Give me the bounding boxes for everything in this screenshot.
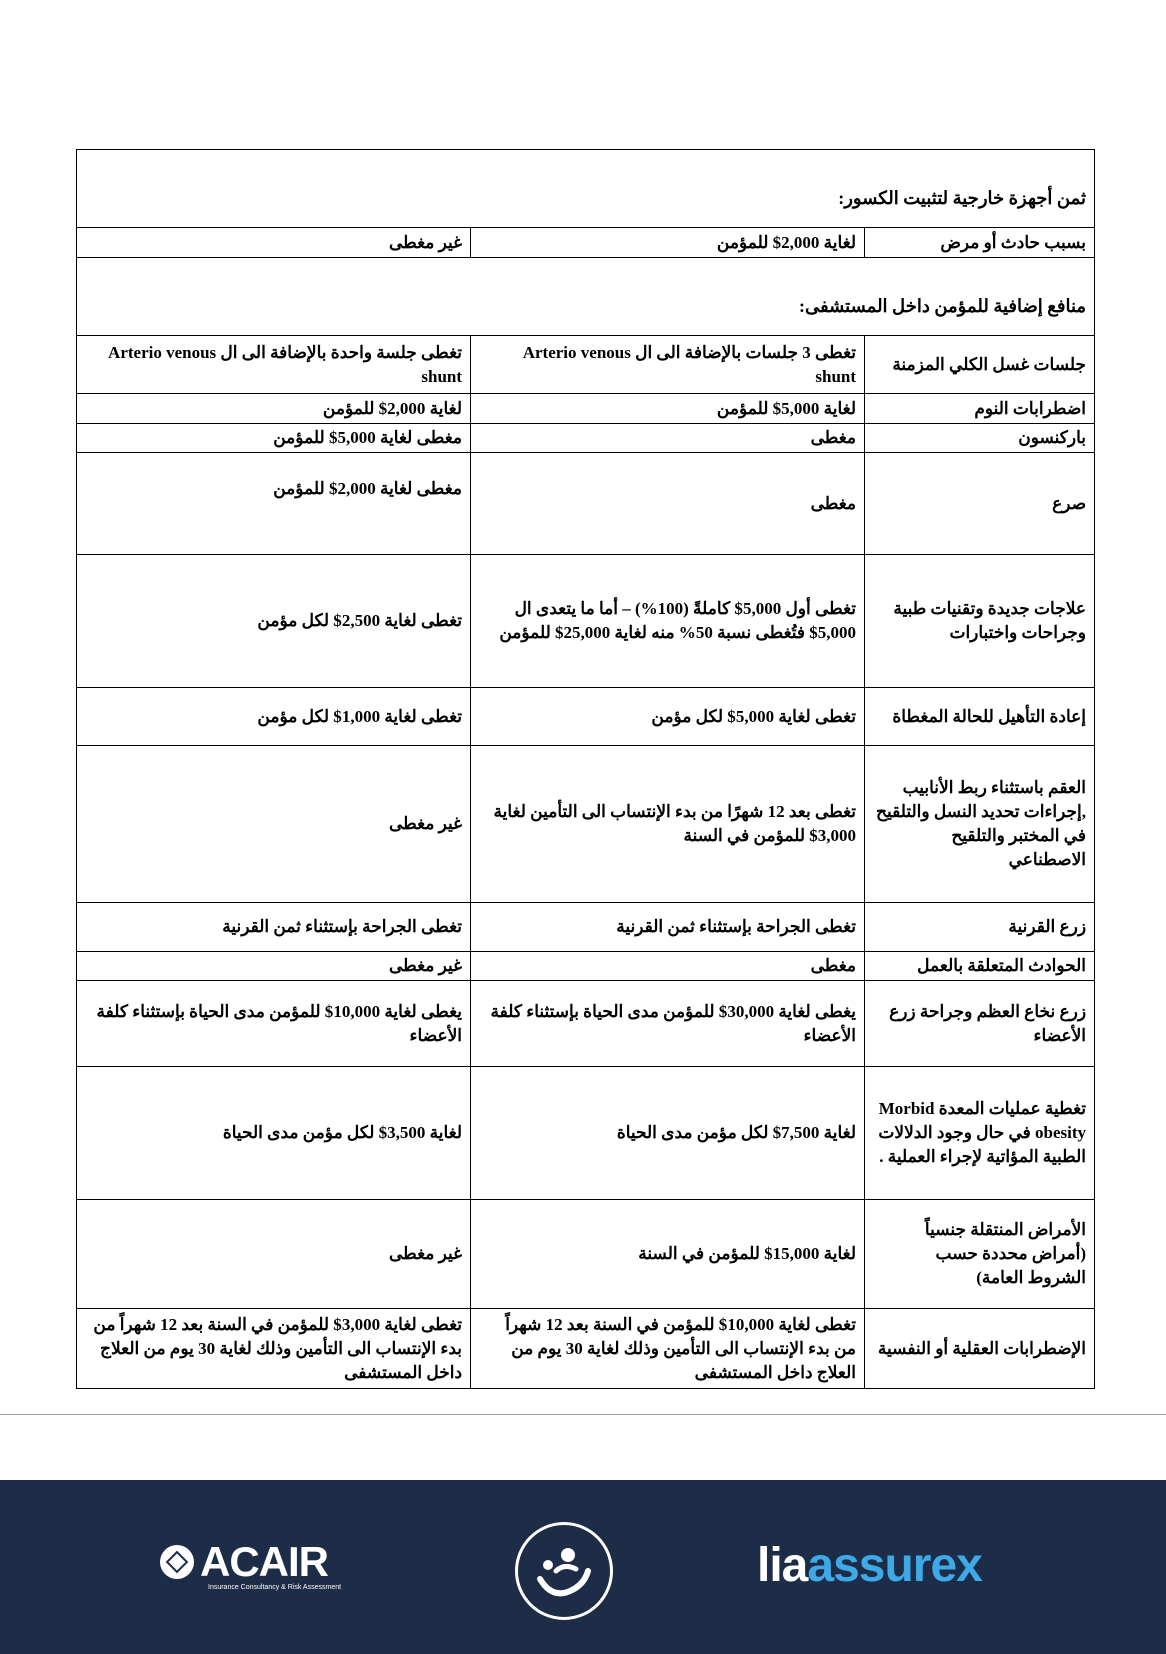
acair-tagline: Insurance Consultancy & Risk Assessment — [208, 1584, 342, 1591]
row-label: إعادة التأهيل للحالة المغطاة — [865, 688, 1095, 746]
table-row — [77, 228, 1095, 258]
plan-a-cell: مغطى — [471, 952, 865, 981]
plan-b-cell: تغطى الجراحة بإستثناء ثمن القرنية — [77, 903, 471, 952]
plan-a-cell: تغطى بعد 12 شهرًا من بدء الإنتساب الى التأمين لغاية 3,000$ للمؤمن في السنة — [471, 746, 865, 903]
plan-b-cell: لغاية 2,000$ للمؤمن — [77, 394, 471, 424]
liassurex-logo — [757, 1538, 982, 1594]
row-label: باركنسون — [865, 424, 1095, 453]
lia-wordmark-part2: assurex — [807, 1539, 982, 1592]
row-label: زرع نخاع العظم وجراحة زرع الأعضاء — [865, 981, 1095, 1067]
plan-b-cell: تغطى جلسة واحدة بالإضافة الى ال Arterio venous shunt — [77, 336, 471, 394]
plan-a-cell: لغاية 7,500$ لكل مؤمن مدى الحياة — [471, 1067, 865, 1200]
plan-a-cell: يغطى لغاية 30,000$ للمؤمن مدى الحياة بإستثناء كلفة الأعضاء — [471, 981, 865, 1067]
plan-b-cell: لغاية 3,500$ لكل مؤمن مدى الحياة — [77, 1067, 471, 1200]
section-heading-row — [77, 150, 1095, 228]
plan-a-cell: تغطى لغاية 5,000$ لكل مؤمن — [471, 688, 865, 746]
footer-divider — [0, 1414, 1166, 1415]
table-row — [77, 688, 1095, 746]
row-label: بسبب حادث أو مرض — [865, 228, 1095, 258]
row-label: زرع القرنية — [865, 903, 1095, 952]
plan-a-cell: لغاية 5,000$ للمؤمن — [471, 394, 865, 424]
plan-b-cell: مغطى لغاية 5,000$ للمؤمن — [77, 424, 471, 453]
acair-diamond-icon — [160, 1545, 194, 1579]
plan-b-cell: غير مغطى — [77, 952, 471, 981]
benefits-table — [76, 149, 1095, 1389]
lia-wordmark-part1: lia — [757, 1539, 808, 1592]
table-row — [77, 1200, 1095, 1309]
row-label: صرع — [865, 453, 1095, 555]
table-row — [77, 746, 1095, 903]
plan-b-cell: تغطى لغاية 2,500$ لكل مؤمن — [77, 555, 471, 688]
seal-emblem-icon — [518, 1525, 610, 1617]
row-label: العقم باستثناء ربط الأنابيب ,إجراءات تحديد النسل والتلقيح في المختبر والتلقيح الاصطناعي — [865, 746, 1095, 903]
footer-band — [0, 1480, 1166, 1654]
plan-a-cell: لغاية 2,000$ للمؤمن — [471, 228, 865, 258]
table-row — [77, 424, 1095, 453]
plan-b-cell: مغطى لغاية 2,000$ للمؤمن — [77, 453, 471, 555]
plan-a-cell: مغطى — [471, 453, 865, 555]
plan-a-cell: تغطى الجراحة بإستثناء ثمن القرنية — [471, 903, 865, 952]
table-row — [77, 453, 1095, 555]
plan-b-cell: تغطى لغاية 3,000$ للمؤمن في السنة بعد 12 شهراً من بدء الإنتساب الى التأمين وذلك لغاية 30 يوم من العلاج داخل المستشفى — [77, 1309, 471, 1389]
plan-a-cell: مغطى — [471, 424, 865, 453]
section-heading: ثمن أجهزة خارجية لتثبيت الكسور: — [77, 150, 1095, 228]
plan-a-cell: تغطى لغاية 10,000$ للمؤمن في السنة بعد 12 شهراً من بدء الإنتساب الى التأمين وذلك لغاية 30 يوم من العلاج داخل المستشفى — [471, 1309, 865, 1389]
section-heading: منافع إضافية للمؤمن داخل المستشفى: — [77, 258, 1095, 336]
table-row — [77, 903, 1095, 952]
association-seal-icon — [515, 1522, 613, 1620]
table-row — [77, 981, 1095, 1067]
table-row — [77, 555, 1095, 688]
plan-b-cell: غير مغطى — [77, 228, 471, 258]
table-row — [77, 1309, 1095, 1389]
plan-a-cell: تغطى 3 جلسات بالإضافة الى ال Arterio venous shunt — [471, 336, 865, 394]
row-label: الإضطرابات العقلية أو النفسية — [865, 1309, 1095, 1389]
plan-b-cell: يغطى لغاية 10,000$ للمؤمن مدى الحياة بإستثناء كلفة الأعضاء — [77, 981, 471, 1067]
plan-b-cell: غير مغطى — [77, 1200, 471, 1309]
table-row — [77, 952, 1095, 981]
acair-logo — [160, 1538, 342, 1591]
plan-b-cell: غير مغطى — [77, 746, 471, 903]
table-row — [77, 1067, 1095, 1200]
row-label: علاجات جديدة وتقنيات طبية وجراحات واختبارات — [865, 555, 1095, 688]
row-label: الحوادث المتعلقة بالعمل — [865, 952, 1095, 981]
acair-wordmark: ACAIR — [200, 1538, 328, 1585]
table-row — [77, 336, 1095, 394]
plan-a-cell: لغاية 15,000$ للمؤمن في السنة — [471, 1200, 865, 1309]
table-row — [77, 394, 1095, 424]
row-label: الأمراض المنتقلة جنسياً (أمراض محددة حسب الشروط العامة) — [865, 1200, 1095, 1309]
row-label: اضطرابات النوم — [865, 394, 1095, 424]
section-heading-row — [77, 258, 1095, 336]
plan-b-cell: تغطى لغاية 1,000$ لكل مؤمن — [77, 688, 471, 746]
row-label: تغطية عمليات المعدة Morbid obesity في حال وجود الدلالات الطبية المؤاتية لإجراء العملية . — [865, 1067, 1095, 1200]
row-label: جلسات غسل الكلي المزمنة — [865, 336, 1095, 394]
plan-a-cell: تغطى أول 5,000$ كاملةً (100%) – أما ما يتعدى ال 5,000$ فتُغطى نسبة 50% منه لغاية 25,000$ للمؤمن — [471, 555, 865, 688]
